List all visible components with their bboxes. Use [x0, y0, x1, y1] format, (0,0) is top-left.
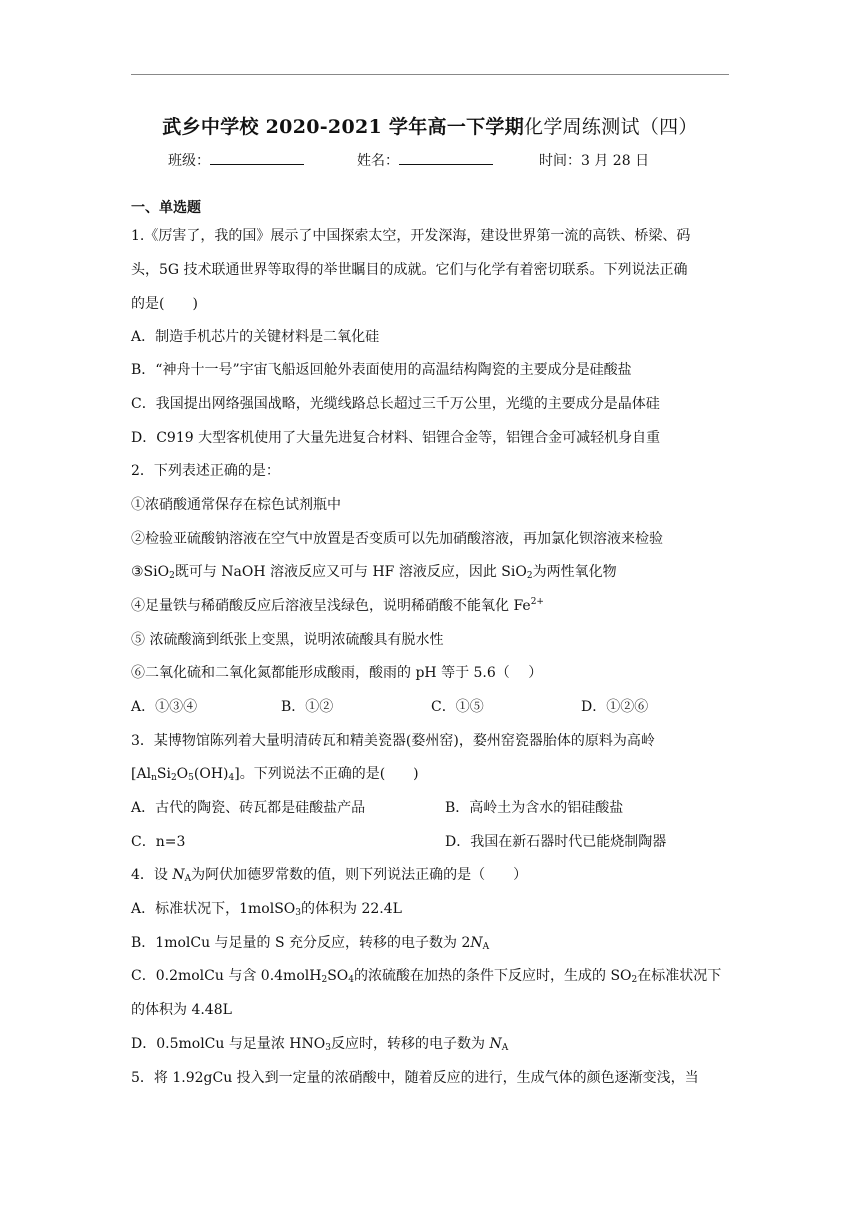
q3-option-b: B．高岭土为含水的铝硅酸盐: [445, 800, 624, 816]
q4-option-c-line2: 的体积为 4.48L: [131, 1002, 232, 1018]
section-title: 一、单选题: [131, 200, 201, 216]
time-field: [539, 150, 649, 170]
q4-d-part-1: D．0.5molCu 与足量浓 HNO: [131, 1036, 326, 1052]
q4-option-b: [131, 933, 731, 953]
name-blank: [399, 152, 493, 165]
q4-stem-b: 为阿伏加德罗常数的值，则下列说法正确的是（ ）: [191, 867, 528, 883]
q1-line1: 1.《厉害了，我的国》展示了中国探索太空，开发深海，建设世界第一流的高铁、桥梁、码: [131, 228, 691, 244]
q4-na-symbol: N: [172, 867, 185, 883]
q4-stem-a: 4．设: [131, 867, 173, 883]
q4-d-sub: 3: [325, 1043, 331, 1053]
q2-stem: 2．下列表述正确的是：: [131, 463, 280, 479]
q4-c-part-4: 在标准状况下: [637, 968, 722, 984]
title-bold: 武乡中学校 2020-2021 学年高一下学期: [162, 116, 525, 138]
q3-formula-e: ]。下列说法不正确的是( ): [234, 766, 419, 782]
q4-d-na-symbol: N: [489, 1036, 502, 1052]
q1-option-d: D．C919 大型客机使用了大量先进复合材料、铝锂合金等，铝锂合金可减轻机身自重: [131, 430, 661, 446]
q2-s3-sub-1: 2: [169, 571, 175, 581]
q3-option-a: A．古代的陶瓷、砖瓦都是硅酸盐产品: [131, 800, 366, 816]
q4-a-part-1: A．标准状况下，1molSO: [131, 901, 296, 917]
q4-a-part-2: 的体积为 22.4L: [301, 901, 402, 917]
q2-s3-sub-2: 2: [526, 571, 533, 581]
name-field: [357, 150, 493, 170]
class-label: 班级：: [168, 153, 210, 169]
q2-s3-part-c: 为两性氧化物: [532, 564, 617, 580]
header-rule: [131, 74, 729, 75]
q4-na-sub: A: [184, 874, 192, 884]
q4-c-sub-3: 2: [631, 975, 638, 985]
q4-c-part-2: SO: [327, 968, 349, 984]
q2-s4-part-a: ④足量铁与稀硝酸反应后溶液呈浅绿色，说明稀硝酸不能氧化 Fe: [131, 598, 531, 614]
q2-s4-sup: 2+: [530, 597, 544, 607]
q4-stem: [131, 865, 731, 885]
q2-statement-2: ②检验亚硫酸钠溶液在空气中放置是否变质可以先加硝酸溶液，再加氯化钡溶液来检验: [131, 531, 663, 547]
q2-statement-3: [131, 562, 731, 582]
q4-option-a: [131, 899, 731, 919]
q3-option-c: C．n=3: [131, 834, 186, 850]
q4-b-na-sub: A: [482, 942, 490, 952]
q3-formula-c: O: [176, 766, 189, 782]
q4-a-sub: 3: [295, 908, 302, 918]
q2-statement-5: ⑤ 浓硫酸滴到纸张上变黑，说明浓硫酸具有脱水性: [131, 632, 444, 648]
q2-option-c: C．①⑤: [431, 699, 484, 715]
time-label: 时间：3 月 28 日: [539, 153, 650, 169]
q4-c-part-1: C．0.2molCu 与含 0.4molH: [131, 968, 322, 984]
q4-c-sub-1: 2: [321, 975, 328, 985]
q4-d-part-2: 反应时，转移的电子数为: [330, 1036, 490, 1052]
q4-option-c: [131, 966, 731, 986]
q3-formula-sub-2: 2: [170, 773, 177, 783]
q2-option-a: A．①③④: [131, 699, 198, 715]
q2-statement-6: ⑥二氧化硫和二氧化氮都能形成酸雨，酸雨的 pH 等于 5.6（ ）: [131, 665, 543, 681]
q1-option-b: B．“神舟十一号”宇宙飞船返回舱外表面使用的高温结构陶瓷的主要成分是硅酸盐: [131, 362, 632, 378]
name-label: 姓名：: [357, 153, 399, 169]
q1-option-c: C．我国提出网络强国战略，光缆线路总长超过三千万公里，光缆的主要成分是晶体硅: [131, 396, 660, 412]
q3-formula-sub-4: 4: [228, 773, 235, 783]
q1-line2: 头，5G 技术联通世界等取得的举世瞩目的成就。它们与化学有着密切联系。下列说法正确: [131, 262, 688, 278]
q2-s3-part-b: 既可与 NaOH 溶液反应又可与 HF 溶液反应，因此 SiO: [174, 564, 527, 580]
q2-statement-4: [131, 596, 731, 616]
q4-b-part-1: B．1molCu 与足量的 S 充分反应，转移的电子数为 2: [131, 935, 471, 951]
q4-c-sub-2: 4: [348, 975, 354, 985]
q4-c-part-3: 的浓硫酸在加热的条件下反应时，生成的 SO: [354, 968, 632, 984]
q3-formula-sub-5: 5: [188, 773, 194, 783]
q2-s3-part-a: ③SiO: [131, 564, 170, 580]
q4-d-na-sub: A: [501, 1043, 509, 1053]
q3-formula-b: Si: [156, 766, 171, 782]
title-rest: 化学周练测试（四）: [524, 116, 698, 138]
q3-line2: [131, 764, 731, 784]
q2-statement-1: ①浓硝酸通常保存在棕色试剂瓶中: [131, 497, 341, 513]
page-title: [0, 112, 860, 139]
q4-b-na-symbol: N: [470, 935, 483, 951]
q4-option-d: [131, 1034, 731, 1054]
q2-option-b: B．①②: [281, 699, 334, 715]
q3-formula-d: (OH): [193, 766, 229, 782]
class-field: [168, 150, 304, 170]
q5-line1: 5．将 1.92gCu 投入到一定量的浓硝酸中，随着反应的进行，生成气体的颜色逐渐变浅，当: [131, 1070, 699, 1086]
q3-formula-a: [Al: [131, 766, 152, 782]
q1-line3: 的是( ): [131, 296, 198, 312]
q1-option-a: A．制造手机芯片的关键材料是二氧化硅: [131, 329, 380, 345]
q3-option-d: D．我国在新石器时代已能烧制陶器: [445, 834, 667, 850]
q3-line1: 3．某博物馆陈列着大量明清砖瓦和精美瓷器(婺州窑)，婺州窑瓷器胎体的原料为高岭: [131, 733, 655, 749]
q3-formula-sub-n: n: [151, 773, 157, 783]
q2-option-d: D．①②⑥: [581, 699, 649, 715]
class-blank: [210, 152, 304, 165]
